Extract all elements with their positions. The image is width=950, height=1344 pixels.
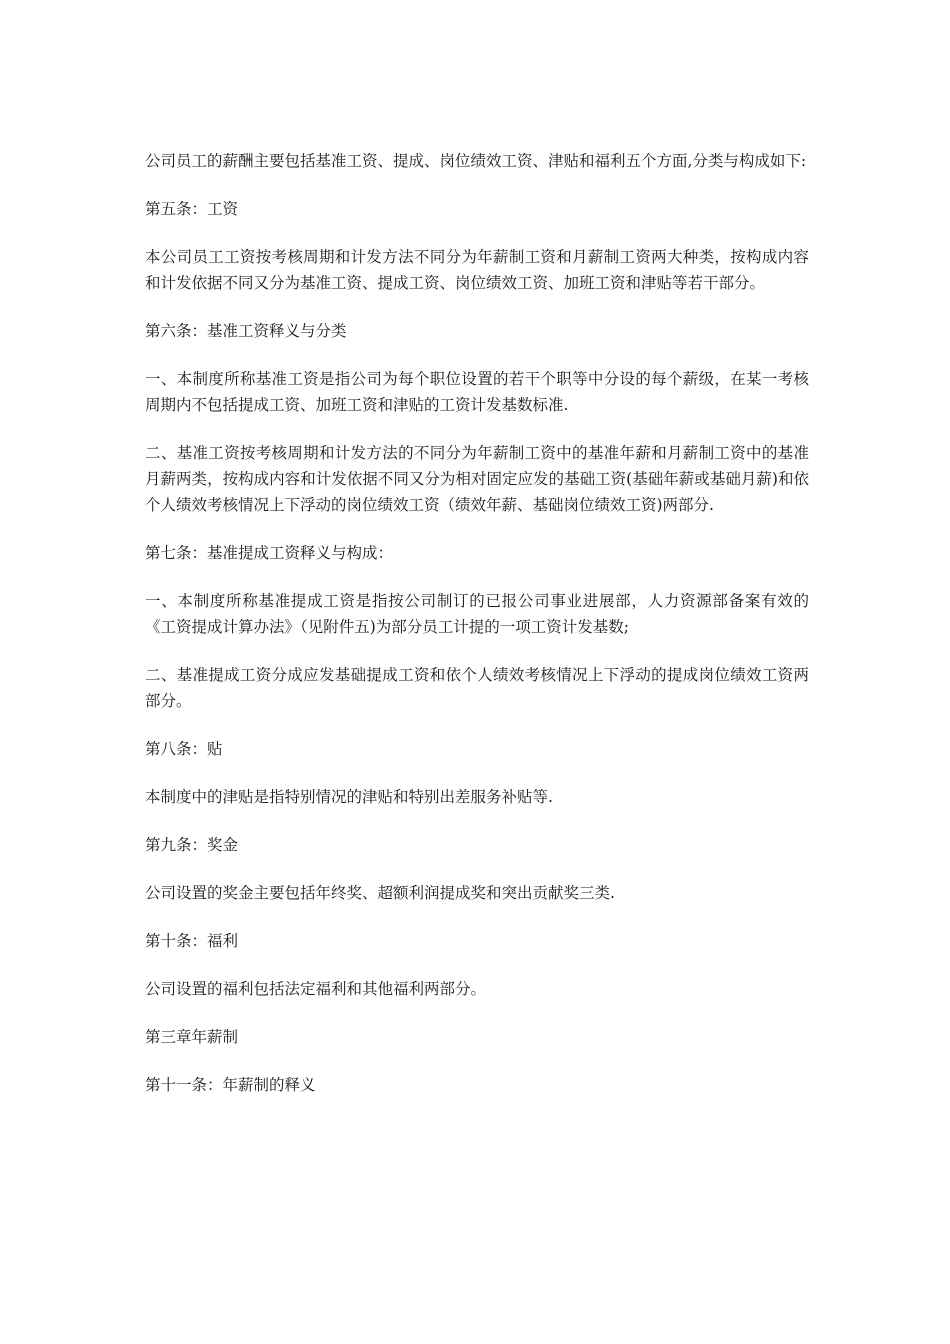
heading-article-8: 第八条：贴: [145, 740, 223, 758]
heading-article-6: 第六条：基准工资释义与分类: [145, 322, 347, 340]
heading-article-10: 第十条：福利: [145, 932, 239, 950]
heading-chapter-3: 第三章年薪制: [145, 1028, 239, 1046]
paragraph-base-wage-classification: 二、基准工资按考核周期和计发方法的不同分为年薪制工资中的基准年薪和月薪制工资中的基准月薪两类，按构成内容和计发依据不同又分为相对固定应发的基础工资(基础年薪或基础月薪)和依个人绩效考核情况上下浮动的岗位绩效工资（绩效年薪、基础岗位绩效工资)两部分.: [145, 444, 809, 514]
paragraph-wage-types: 本公司员工工资按考核周期和计发方法不同分为年薪制工资和月薪制工资两大种类，按构成内容和计发依据不同又分为基准工资、提成工资、岗位绩效工资、加班工资和津贴等若干部分。: [145, 248, 809, 292]
heading-article-5: 第五条：工资: [145, 200, 239, 218]
paragraph-intro: 公司员工的薪酬主要包括基准工资、提成、岗位绩效工资、津贴和福利五个方面,分类与构成如下:: [145, 152, 807, 170]
heading-article-9: 第九条：奖金: [145, 836, 239, 854]
document-body: [145, 148, 809, 1120]
heading-article-11: 第十一条：年薪制的释义: [145, 1076, 316, 1094]
paragraph-commission-definition: 一、本制度所称基准提成工资是指按公司制订的已报公司事业进展部，人力资源部备案有效的《工资提成计算办法》（见附件五)为部分员工计提的一项工资计发基数;: [145, 592, 809, 636]
paragraph-base-wage-definition: 一、本制度所称基准工资是指公司为每个职位设置的若干个职等中分设的每个薪级，在某一考核周期内不包括提成工资、加班工资和津贴的工资计发基数标准.: [145, 370, 809, 414]
heading-article-7: 第七条：基准提成工资释义与构成：: [145, 544, 394, 562]
paragraph-bonus: 公司设置的奖金主要包括年终奖、超额利润提成奖和突出贡献奖三类.: [145, 884, 615, 902]
paragraph-commission-composition: 二、基准提成工资分成应发基础提成工资和依个人绩效考核情况上下浮动的提成岗位绩效工资两部分。: [145, 666, 809, 710]
paragraph-allowance: 本制度中的津贴是指特别情况的津贴和特别出差服务补贴等.: [145, 788, 553, 806]
paragraph-welfare: 公司设置的福利包括法定福利和其他福利两部分。: [145, 980, 487, 998]
